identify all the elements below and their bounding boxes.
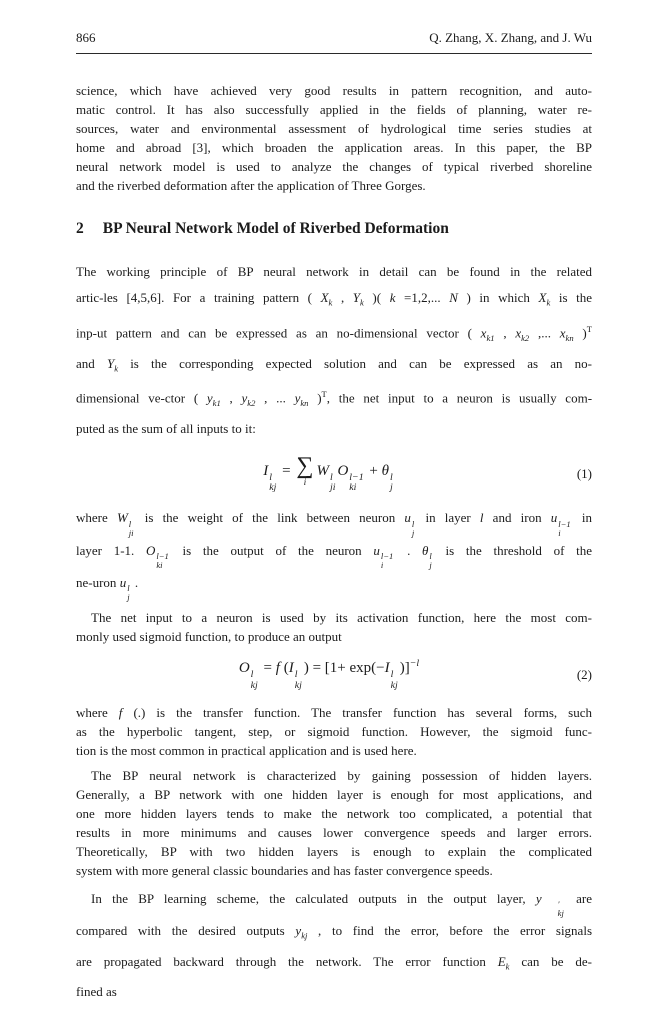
subscript: j [127, 592, 130, 603]
superscript: l−1 [156, 551, 169, 561]
text-run: , the net input to a neuron is usually com- [326, 390, 593, 406]
paragraph-line [76, 538, 592, 570]
paragraph-line [76, 861, 592, 880]
subscript: kj [390, 679, 398, 691]
subscript: i [558, 527, 561, 538]
section-title: BP Neural Network Model of Riverbed Deformation [102, 220, 449, 237]
superscript: l [269, 471, 272, 483]
text-run: Y [106, 355, 115, 371]
paragraph [76, 81, 592, 195]
paragraph [76, 886, 592, 1005]
text-run: = [259, 660, 276, 677]
subscript: ki [156, 560, 163, 570]
sup-sub-stack [251, 670, 258, 691]
text-run: dimensional ve-ctor ( [76, 390, 207, 406]
text-run: inp-ut pattern and can be expressed as an no-dimensional vector ( [76, 324, 481, 340]
text-run: and the riverbed deformation after the application of Three Gorges. [76, 178, 426, 193]
text-run: y [535, 891, 542, 906]
text-run: y [206, 390, 213, 406]
subscript: k2 [521, 332, 530, 343]
superscript: l [390, 471, 393, 483]
sup-sub-stack [349, 473, 363, 494]
paragraph-line [76, 842, 592, 861]
text-run: The net input to a neuron is used by its activation function, here the most com- [91, 610, 592, 626]
sup-sub-stack [129, 520, 134, 538]
paragraph-line [76, 176, 592, 195]
subscript: k [360, 297, 364, 308]
paragraph [76, 505, 592, 602]
subscript: kj [250, 679, 258, 691]
paragraph-line [76, 949, 592, 980]
text-run: home and abroad [3], which broaden the application areas. In this paper, the BP [76, 140, 592, 155]
paragraph-line [76, 138, 592, 157]
paragraph-line [76, 259, 592, 285]
subscript: kj [269, 482, 277, 494]
sup-sub-stack [269, 473, 276, 494]
text-run: , to find the error, before the error signals [307, 923, 592, 939]
paragraph-line [76, 100, 592, 119]
text-run: is the corresponding expected solution and can be expressed as an no- [118, 355, 592, 371]
text-run: in layer [416, 510, 480, 526]
paragraph-line [76, 285, 592, 316]
paragraph-line [76, 381, 592, 416]
paragraph-line [76, 703, 592, 722]
text-run: results in more minimums and causes lower convergence speeds and larger errors. [76, 825, 592, 840]
subscript: ji [329, 482, 336, 494]
subscript: ki [349, 482, 357, 494]
text-run: x [515, 324, 522, 340]
superscript: T [586, 323, 592, 334]
superscript: l [294, 669, 298, 681]
text-run: artic-les [4,5,6]. For a training pattern ( [76, 290, 321, 305]
text-run: I [263, 462, 269, 479]
text-run: is the threshold of the [433, 542, 592, 558]
text-run: and [76, 355, 107, 371]
text-run: ) = [1+ exp(− [303, 660, 385, 677]
text-run: W [316, 462, 329, 479]
paragraph-line [76, 886, 592, 918]
text-run: , [494, 324, 516, 340]
superscript: l [411, 518, 415, 529]
text-run: =1,2,... [395, 290, 450, 305]
text-run: in [572, 510, 593, 526]
text-run: u [373, 542, 380, 558]
superscript: l−1 [349, 471, 364, 483]
text-run: fined as [76, 984, 117, 1000]
page-header [76, 30, 592, 54]
text-run: W [116, 510, 128, 526]
text-run: science, which have achieved very good results in pattern recognition, and auto- [76, 83, 592, 98]
text-run: k [389, 290, 396, 305]
text-run: ,... [529, 324, 560, 340]
text-run: u [119, 575, 127, 590]
sup-sub-stack [390, 473, 393, 494]
subscript: kj [294, 679, 302, 691]
paragraph-line [76, 157, 592, 176]
text-run: x [480, 324, 487, 340]
text-run: are [565, 891, 593, 906]
superscript: l−1 [380, 551, 394, 561]
text-run: compared with the desired outputs [76, 923, 296, 939]
paragraph-line [76, 505, 592, 537]
superscript: l [128, 518, 132, 529]
equation-number: (1) [576, 465, 592, 481]
equation-number: (2) [576, 666, 592, 682]
superscript: ′ [557, 899, 560, 910]
text-run: where [76, 510, 117, 526]
text-run: matic control. It has also successfully applied in the fields of planning, water re- [76, 102, 592, 117]
text-run: θ [422, 542, 429, 558]
text-run: y [295, 923, 302, 939]
section-heading [76, 220, 592, 238]
paragraph-line [76, 741, 592, 760]
superscript: l [329, 471, 333, 483]
text-run: θ [381, 462, 389, 479]
text-run: The working principle of BP neural network in detail can be found in the related [76, 264, 592, 279]
paragraph-line [76, 119, 592, 138]
text-run: is the weight of the link between neuron [135, 510, 405, 526]
sup-sub-stack [156, 552, 168, 570]
paragraph-line [76, 627, 592, 646]
paragraph [76, 703, 592, 760]
text-run: l [479, 510, 484, 526]
paragraph-line [76, 918, 592, 949]
sup-sub-stack [295, 670, 302, 691]
text-run: )( [363, 290, 390, 305]
equation-body [263, 453, 395, 494]
text-run: y [241, 390, 248, 406]
summation-symbol [296, 454, 313, 489]
paragraph-line [76, 570, 592, 602]
subscript: j [429, 560, 432, 570]
text-run: Generally, a BP network with one hidden layer is enough for most applications, and [76, 787, 592, 802]
text-run: is the output of the neuron [170, 542, 374, 558]
sigma-glyph: ∑ [296, 453, 314, 480]
superscript: l [390, 669, 394, 681]
paragraph [76, 608, 592, 646]
text-run: I [384, 660, 390, 677]
text-run: = [278, 462, 295, 479]
superscript: l [250, 669, 254, 681]
subscript: ji [128, 527, 134, 538]
text-run: are propagated backward through the network. The error function [76, 953, 498, 969]
paragraph [76, 766, 592, 880]
sup-sub-stack [429, 552, 431, 570]
paragraph-line [76, 766, 592, 785]
text-run: X [320, 290, 329, 305]
text-run: , [220, 390, 242, 406]
text-run: u [404, 510, 411, 526]
paragraph-line [76, 81, 592, 100]
text-run: (.) is the transfer function. The transfer function has several forms, such [122, 705, 593, 720]
text-run: O [337, 462, 349, 479]
text-run: as the hyperbolic tangent, step, or sigmoid function. However, the sigmoid func- [76, 724, 592, 739]
paragraph-line [76, 416, 592, 442]
subscript: i [380, 560, 384, 570]
text-run: )] [399, 660, 410, 677]
subscript: k1 [486, 332, 495, 343]
paragraph-line [76, 823, 592, 842]
subscript: kj [557, 908, 564, 919]
text-run: Y [352, 290, 361, 305]
text-run: The BP neural network is characterized by gaining possession of hidden layers. [91, 768, 592, 783]
subscript: kn [300, 398, 309, 409]
text-run: and iron [483, 510, 551, 526]
sup-sub-stack [381, 552, 393, 570]
running-head-authors: Q. Zhang, X. Zhang, and J. Wu [429, 30, 592, 45]
sup-sub-stack [330, 473, 336, 494]
sup-sub-stack [558, 520, 570, 538]
text-run: ( [279, 660, 289, 677]
subscript: k2 [247, 398, 256, 409]
text-run: I [288, 660, 294, 677]
subscript: k [505, 961, 510, 972]
superscript: l−1 [558, 518, 571, 529]
paragraph-line [76, 785, 592, 804]
subscript: k [546, 297, 551, 308]
sup-sub-stack [127, 584, 129, 602]
page-content [76, 81, 592, 1005]
text-run: monly used sigmoid function, to produce an output [76, 629, 342, 645]
subscript: j [390, 482, 393, 494]
text-run: , [332, 290, 353, 305]
page-number: 866 [76, 30, 96, 45]
text-run: X [538, 290, 547, 305]
paragraph-line [76, 979, 592, 1005]
text-run: f [118, 705, 123, 720]
paragraph [76, 259, 592, 442]
text-run: ) [308, 390, 322, 406]
text-run: tion is the most common in practical application and is used here. [76, 743, 417, 758]
text-run: In the BP learning scheme, the calculated outputs in the output layer, [91, 891, 536, 906]
text-run: can be de- [509, 953, 592, 969]
section-number: 2 [76, 220, 84, 237]
subscript: j [411, 527, 415, 538]
text-run: E [497, 953, 506, 969]
text-run: O [145, 542, 156, 558]
text-run: . [395, 542, 423, 558]
text-run: where [76, 705, 119, 720]
text-run: one more hidden layers tends to make the network too complicated, a potential that [76, 806, 592, 821]
text-run: f [275, 660, 280, 677]
text-run: ) [573, 324, 587, 340]
text-run: . [131, 575, 139, 590]
superscript: T [321, 389, 327, 400]
text-run: O [238, 660, 250, 677]
text-run: system with more general classic boundaries and has faster convergence speeds. [76, 863, 493, 878]
subscript: kj [301, 930, 308, 941]
text-run: , ... [255, 390, 295, 406]
superscript: l [127, 583, 130, 594]
text-run: puted as the sum of all inputs to it: [76, 421, 256, 437]
subscript: kn [565, 332, 574, 343]
paragraph-line [76, 804, 592, 823]
sum-index: i [303, 478, 307, 489]
superscript: l [429, 551, 432, 561]
text-run: ne-uron [76, 575, 120, 590]
paragraph-line [76, 351, 592, 382]
sup-sub-stack [391, 670, 398, 691]
text-run: ) in which [457, 290, 539, 305]
subscript: k [114, 363, 119, 374]
text-run: N [449, 290, 458, 305]
paragraph-line [76, 316, 592, 351]
paragraph-line [76, 722, 592, 741]
sup-sub-stack [543, 900, 564, 918]
text-run: layer 1-1. [76, 542, 146, 558]
subscript: k1 [212, 398, 221, 409]
equation [76, 454, 592, 493]
text-run: x [559, 324, 566, 340]
text-run: y [294, 390, 301, 406]
equation [76, 658, 592, 691]
text-run: is the [550, 290, 592, 305]
paragraph-line [76, 608, 592, 627]
text-run: sources, water and environmental assessment of hydrological time series studies at [76, 121, 592, 136]
equation-body [238, 658, 420, 691]
subscript: k [328, 297, 333, 308]
sup-sub-stack [412, 520, 414, 538]
text-run: Theoretically, BP with two hidden layers is enough to explain the complicated [76, 844, 592, 859]
text-run: u [550, 510, 558, 526]
text-run: neural network model is used to analyze the changes of typical riverbed shoreline [76, 159, 592, 174]
superscript: −l [409, 658, 420, 670]
text-run: + [365, 462, 382, 479]
